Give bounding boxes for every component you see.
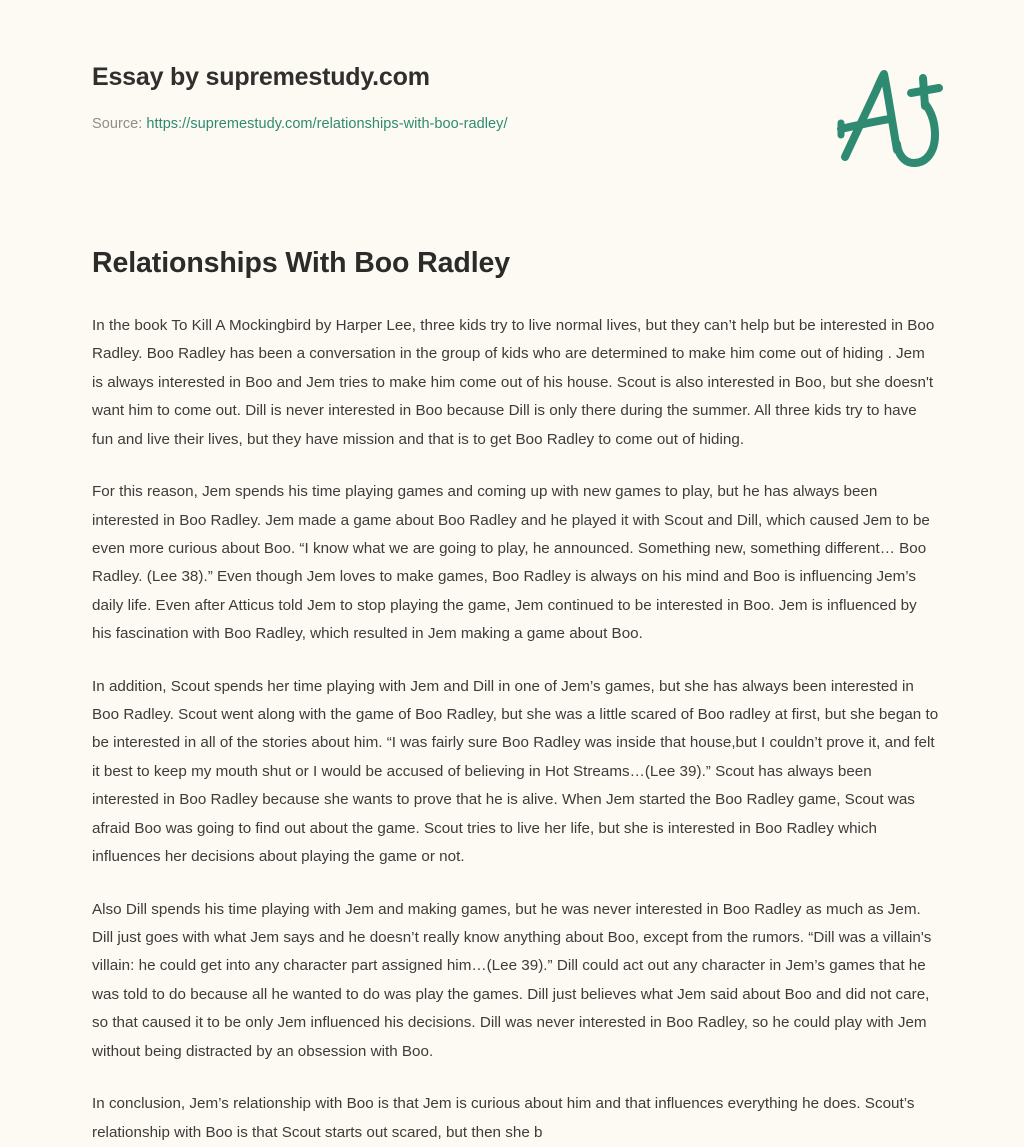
- paragraph: In addition, Scout spends her time playing with Jem and Dill in one of Jem’s games, but she has always been interested in Boo Radley. Scout went along with the game of Boo Radley, but she was a little scared of Boo radley at first, but she began to be interested in all of the stories about him. “I was fairly sure Boo Radley was inside that house,but I couldn’t prove it, and felt it best to keep my mouth shut or I would be accused of believing in Hot Streams…(Lee 39).” Scout has always been interested in Boo Radley because she wants to prove that he is alive. When Jem started the Boo Radley game, Scout was afraid Boo was going to find out about the game. Scout tries to live her life, but she is interested in Boo Radley which influences her decisions about playing the game or not.: [92, 677, 939, 866]
- a-plus-logo: [832, 60, 950, 172]
- page-header: [0, 0, 1024, 200]
- page-title: Relationships With Boo Radley: [92, 247, 511, 279]
- brand-title: Essay by supremestudy.com: [92, 63, 430, 91]
- source-url-link[interactable]: https://supremestudy.com/relationships-with-boo-radley/: [146, 116, 508, 132]
- paragraph: Also Dill spends his time playing with Jem and making games, but he was never interested in Boo Radley as much as Jem. Dill just goes with what Jem says and he doesn’t really know anything about Boo, except from the rumors. “Dill was a villain's villain: he could get into any character part assigned him…(Lee 39).” Dill could act out any character in Jem’s games that he was told to do because all he wanted to do was play the games. Dill just believes what Jem said about Boo and did not care, so that caused it to be only Jem influenced his decisions. Dill was never interested in Boo Radley, so he could play with Jem without being distracted by an obsession with Boo.: [92, 900, 932, 1060]
- paragraph: In conclusion, Jem’s relationship with Boo is that Jem is curious about him and that influences everything he does. Scout’s relationship with Boo is that Scout starts out scared, but then she b: [92, 1095, 915, 1141]
- paragraph: In the book To Kill A Mockingbird by Harper Lee, three kids try to live normal lives, but they can’t help but be interested in Boo Radley. Boo Radley has been a conversation in the group of kids who are determined to make him come out of hiding . Jem is always interested in Boo and Jem tries to make him come out of his house. Scout is also interested in Boo, but she doesn't want him to come out. Dill is never interested in Boo because Dill is only there during the summer. All three kids try to have fun and live their lives, but they have mission and that is to get Boo Radley to come out of hiding.: [92, 317, 935, 448]
- source-label: Source:: [92, 116, 143, 132]
- source-line: [92, 115, 944, 134]
- article-body: [0, 312, 1024, 1147]
- paragraph: For this reason, Jem spends his time playing games and coming up with new games to play, but he has always been interested in Boo Radley. Jem made a game about Boo Radley and he played it with Scout and Dill, which caused Jem to be even more curious about Boo. “I know what we are going to play, he announced. Something new, something different… Boo Radley. (Lee 38).” Even though Jem loves to make games, Boo Radley is always on his mind and Boo is influencing Jem’s daily life. Even after Atticus told Jem to stop playing the game, Jem continued to be interested in Boo. Jem is influenced by his fascination with Boo Radley, which resulted in Jem making a game about Boo.: [92, 483, 930, 643]
